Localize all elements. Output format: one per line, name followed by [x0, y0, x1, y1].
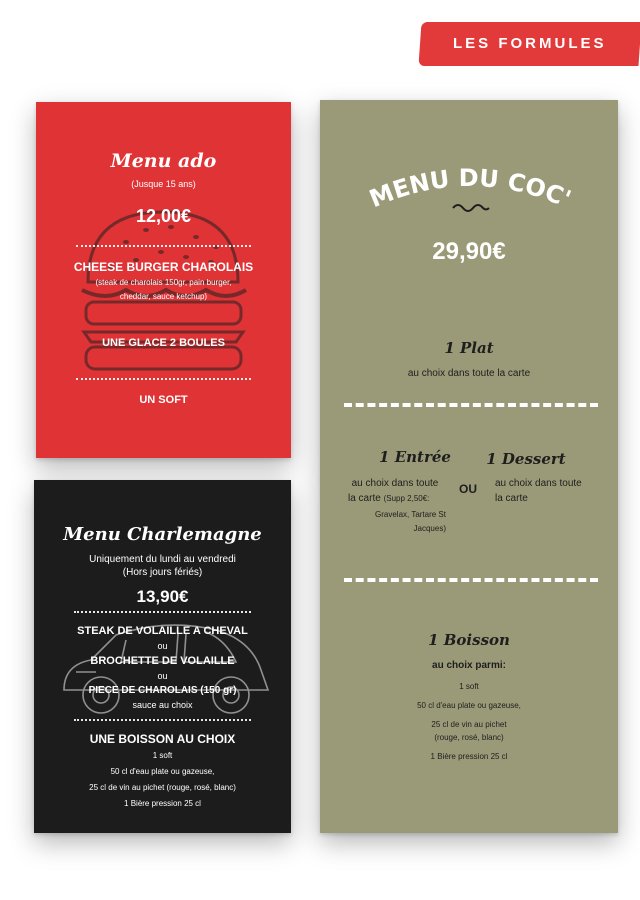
- divider: [344, 403, 598, 407]
- menu-coc-entree-supp: (Supp 2,50€:: [383, 494, 430, 503]
- menu-coc-dessert-desc: au choix dans toute: [495, 478, 582, 489]
- burger-icon: [76, 202, 251, 377]
- menu-charlemagne-price: 13,90€: [136, 587, 189, 606]
- menu-charlemagne-sauce: sauce au choix: [132, 700, 193, 710]
- menu-charlemagne-drink: 1 soft: [152, 751, 173, 760]
- menu-coc-boisson-item: 50 cl d'eau plate ou gazeuse,: [417, 701, 521, 710]
- menu-coc-entree-supp: Jacques): [413, 524, 446, 533]
- menu-charlemagne-card: [34, 480, 291, 833]
- menu-coc-price: 29,90€: [432, 238, 506, 265]
- menu-coc-boisson-item: (rouge, rosé, blanc): [434, 733, 504, 742]
- wave-icon: [451, 202, 491, 212]
- menu-coc-entree-desc: au choix dans toute: [351, 478, 439, 489]
- menu-coc-entree-desc: [348, 493, 429, 504]
- menu-ado-item-burger: CHEESE BURGER CHAROLAIS: [73, 260, 254, 274]
- menu-coc-entree-title: 1 Entrée: [379, 448, 451, 466]
- menu-charlemagne-or: ou: [157, 671, 168, 681]
- menu-ado-item-soft: UN SOFT: [139, 394, 188, 406]
- menu-ado-item-glace: UNE GLACE 2 BOULES: [102, 337, 225, 349]
- banner-label: LES FORMULES: [453, 35, 607, 52]
- menu-coc-ou: OU: [459, 482, 477, 496]
- menu-ado-title: Menu ado: [110, 150, 217, 172]
- menu-coc-boisson-item: 1 soft: [459, 682, 479, 691]
- menu-coc-entree-desc-part: la carte: [348, 493, 381, 504]
- menu-charlemagne-choice-steak: STEAK DE VOLAILLE A CHEVAL: [77, 625, 248, 637]
- menu-coc-boisson-title: 1 Boisson: [428, 631, 510, 649]
- menu-ado-item-burger-desc: cheddar, sauce ketchup): [119, 292, 208, 301]
- menu-charlemagne-title: Menu Charlemagne: [63, 524, 262, 545]
- menu-coc-card: [320, 100, 618, 833]
- menu-coc-plat-title: 1 Plat: [444, 339, 494, 357]
- menu-coc-title: MENU DU COC': [365, 163, 576, 214]
- menu-ado-card: [36, 102, 291, 458]
- menu-charlemagne-drink: 50 cl d'eau plate ou gazeuse,: [110, 767, 215, 776]
- menu-coc-boisson-item: 25 cl de vin au pichet: [431, 720, 507, 729]
- menu-coc-dessert-title: 1 Dessert: [486, 450, 566, 468]
- menu-charlemagne-or: ou: [157, 641, 168, 651]
- menu-ado-subtitle: (Jusque 15 ans): [131, 179, 196, 189]
- menu-charlemagne-choice-brochette: BROCHETTE DE VOLAILLE: [90, 655, 235, 667]
- formules-banner: [418, 22, 640, 66]
- menu-charlemagne-drink: 1 Bière pression 25 cl: [124, 799, 201, 808]
- menu-ado-price: 12,00€: [135, 206, 192, 226]
- menu-coc-plat-desc: au choix dans toute la carte: [407, 368, 531, 379]
- menu-coc-dessert-desc: la carte: [495, 493, 528, 504]
- menu-coc-entree-supp: Gravelax, Tartare St: [375, 510, 446, 519]
- menu-coc-boisson-intro: au choix parmi:: [432, 660, 506, 671]
- divider: [74, 719, 251, 721]
- menu-ado-item-burger-desc: (steak de charolais 150gr, pain burger,: [95, 278, 232, 287]
- menu-charlemagne-drink-title: UNE BOISSON AU CHOIX: [89, 732, 236, 746]
- menu-charlemagne-holidays: (Hors jours fériés): [122, 567, 203, 578]
- divider: [76, 245, 251, 247]
- menu-charlemagne-choice-charolais: PIECE DE CHAROLAIS (150 gr): [88, 685, 237, 696]
- divider: [74, 611, 251, 613]
- menu-charlemagne-days: Uniquement du lundi au vendredi: [89, 554, 236, 565]
- divider: [344, 578, 598, 582]
- menu-coc-boisson-item: 1 Bière pression 25 cl: [430, 752, 508, 761]
- divider: [76, 378, 251, 380]
- menu-charlemagne-drink: 25 cl de vin au pichet (rouge, rosé, blanc): [89, 783, 236, 792]
